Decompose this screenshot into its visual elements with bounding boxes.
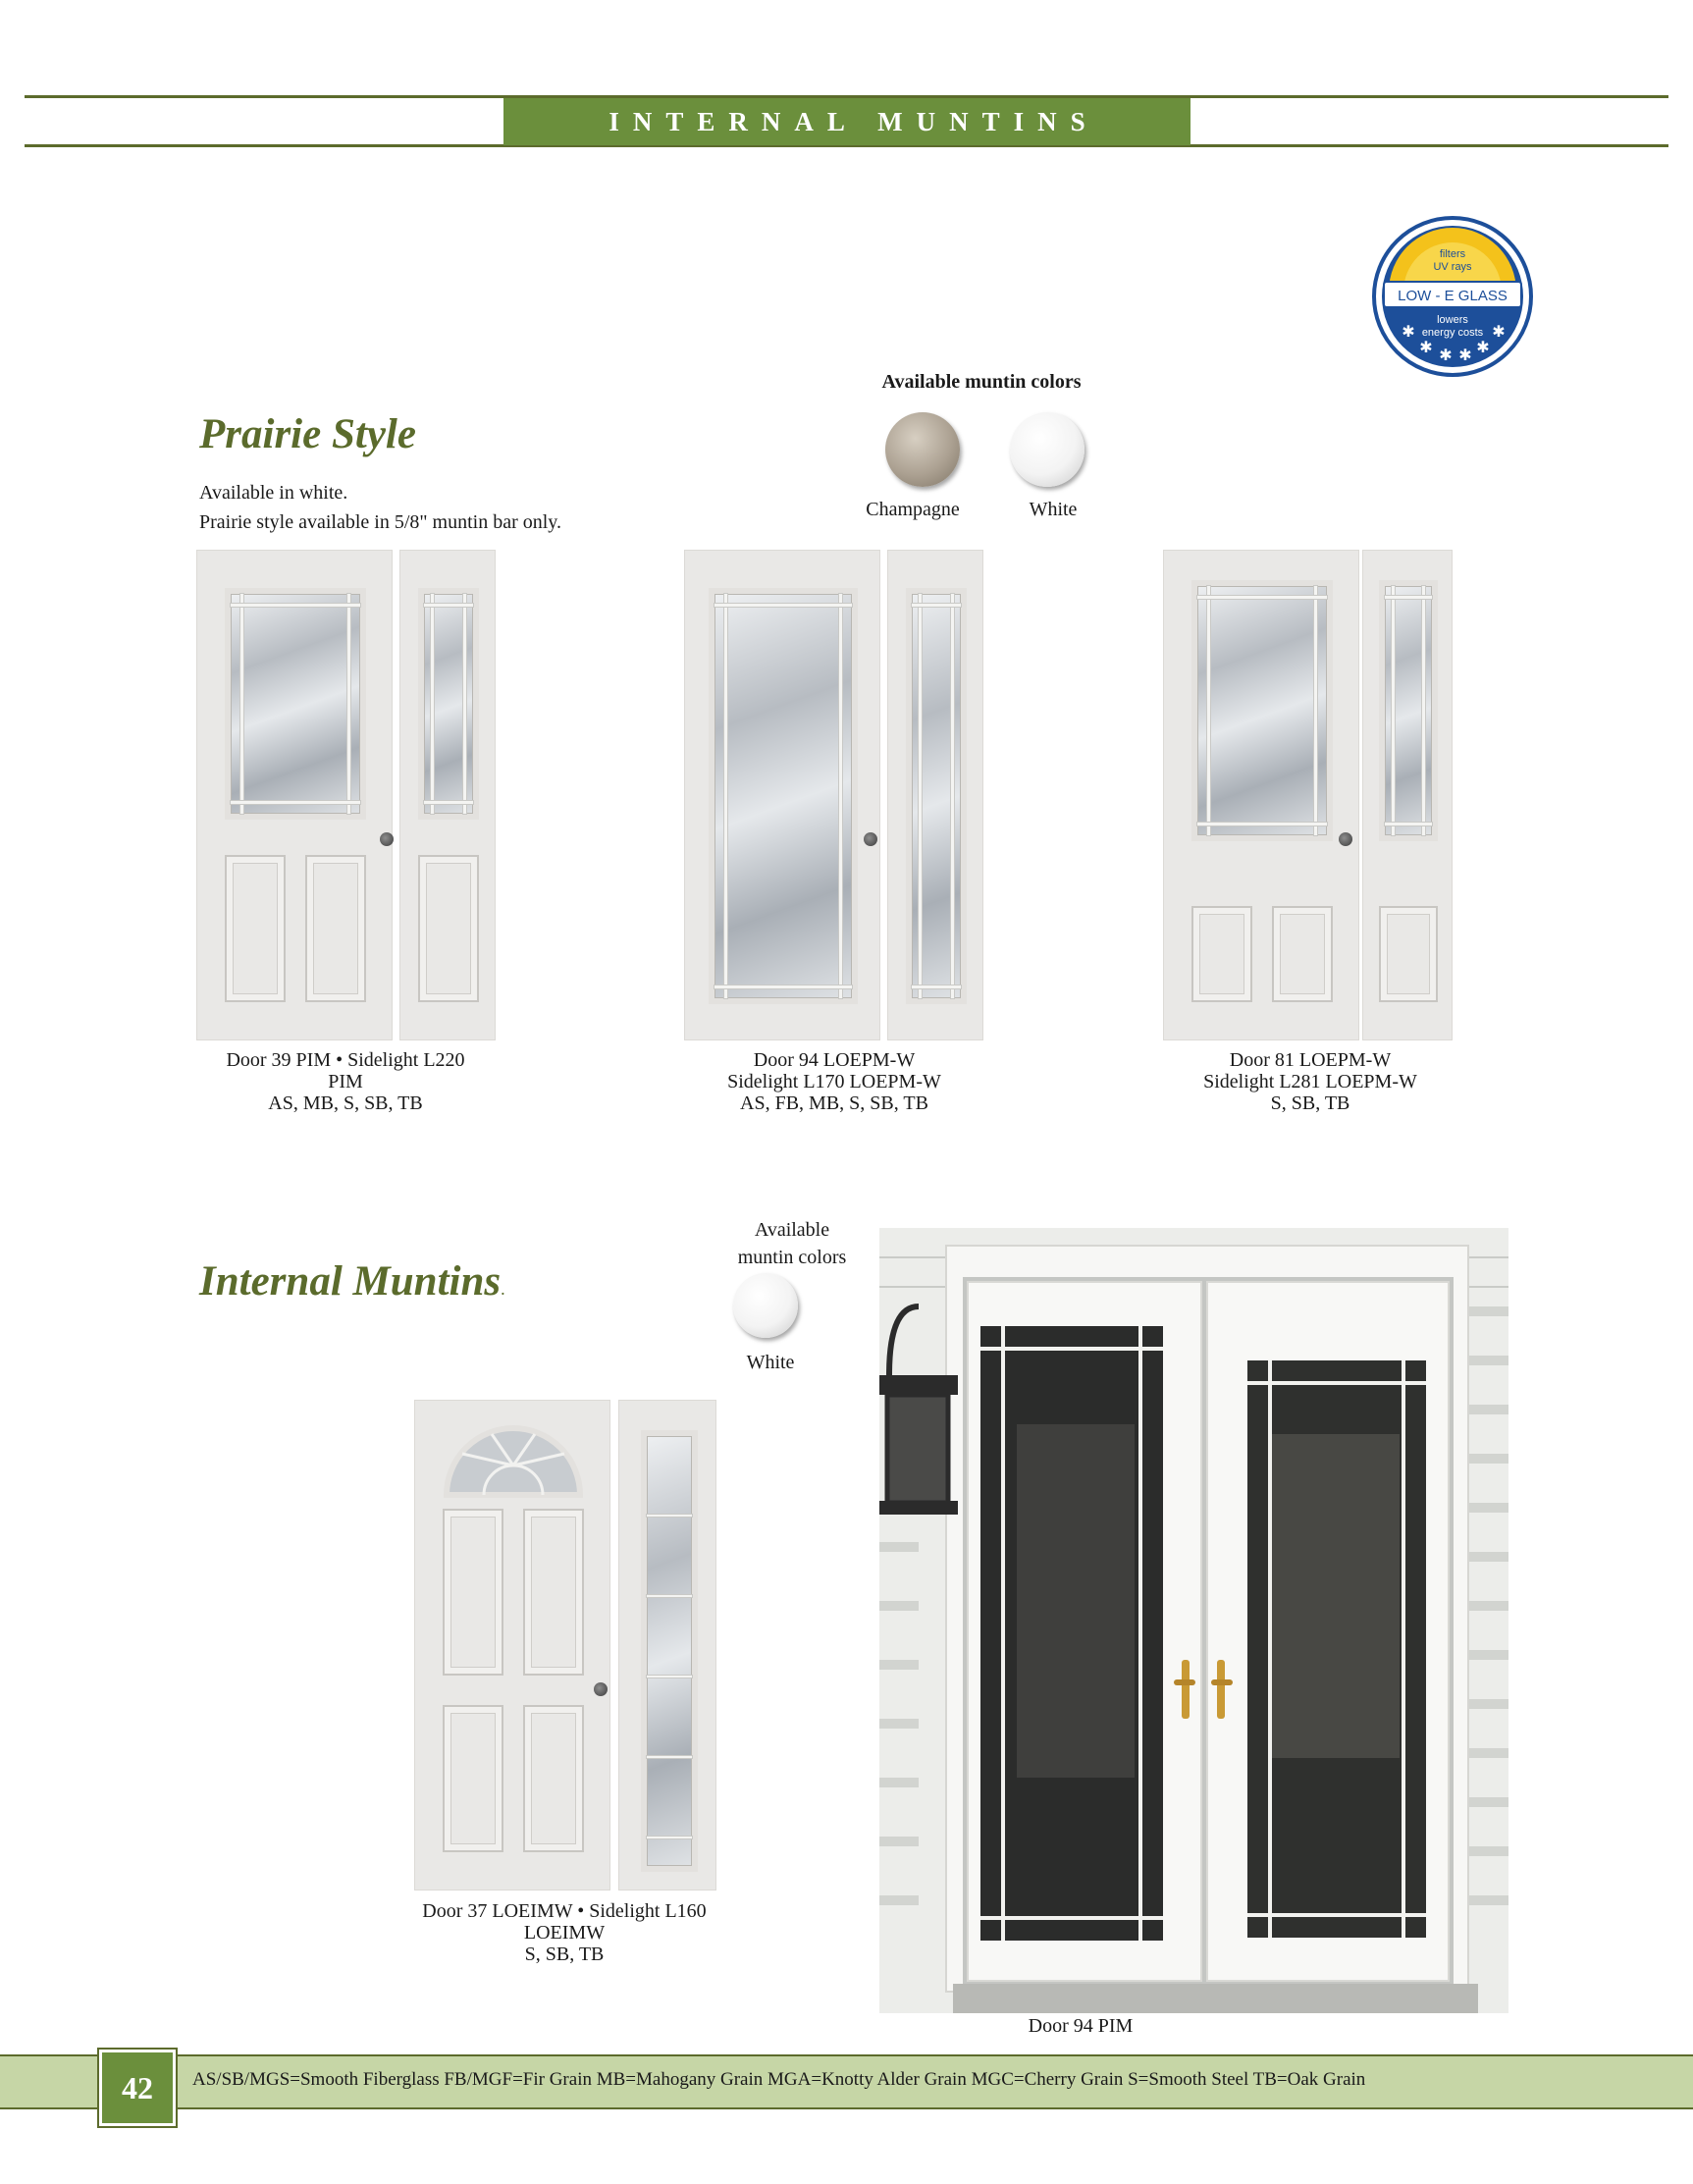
internal-muntins-heading-text: Internal Muntins (199, 1258, 502, 1305)
material-legend: AS/SB/MGS=Smooth Fiberglass FB/MGF=Fir Grain MB=Mahogany Grain MGA=Knotty Alder Grain MGC=Cherry Grain S=Smooth Steel TB=Oak Grain (192, 2069, 1366, 2090)
footer-rule-top (0, 2054, 1693, 2056)
door-39-caption (192, 1049, 499, 1114)
svg-text:✱: ✱ (1492, 322, 1506, 341)
internal-white-label: White (746, 1352, 795, 1373)
internal-colors-title (723, 1216, 861, 1271)
sidelight-l170-image (887, 550, 983, 1040)
door-37-image (414, 1400, 610, 1891)
door-94-caption-line3: AS, FB, MB, S, SB, TB (740, 1092, 928, 1114)
door-39-caption-line2: PIM (328, 1071, 363, 1092)
fan-lite-glass (443, 1424, 584, 1499)
prairie-style-heading: Prairie Style (199, 411, 416, 457)
prairie-note-white: Available in white. (199, 482, 348, 504)
section-title: INTERNAL MUNTINS (608, 106, 1099, 136)
section-header-band (503, 98, 1190, 145)
low-e-glass-badge (1369, 213, 1536, 380)
svg-text:✱: ✱ (1402, 322, 1415, 341)
door-94-caption (677, 1049, 991, 1114)
sidelight-l160-image (618, 1400, 716, 1891)
door-94-caption-line2: Sidelight L170 LOEPM-W (727, 1071, 941, 1092)
internal-muntins-heading (199, 1257, 505, 1305)
champagne-swatch (885, 412, 960, 487)
door-39-glass (225, 588, 366, 820)
sidelight-l220-image (399, 550, 496, 1040)
door-94-image (684, 550, 880, 1040)
door-81-caption (1153, 1049, 1467, 1114)
svg-text:✱: ✱ (1476, 338, 1490, 356)
svg-text:LOW - E GLASS: LOW - E GLASS (1398, 288, 1508, 304)
internal-white-swatch (733, 1273, 798, 1338)
door-81-caption-line1: Door 81 LOEPM-W (1229, 1049, 1392, 1071)
white-swatch (1010, 412, 1085, 487)
low-e-glass-seal-icon (1369, 213, 1536, 380)
door-94-caption-line1: Door 94 LOEPM-W (753, 1049, 916, 1071)
svg-text:✱: ✱ (1419, 338, 1433, 356)
page-number-box (99, 2050, 176, 2126)
heading-suffix-dot: . (501, 1279, 505, 1299)
svg-text:✱: ✱ (1439, 346, 1453, 364)
door-81-image (1163, 550, 1359, 1040)
door-39-caption-line3: AS, MB, S, SB, TB (268, 1092, 423, 1114)
footer-rule-bottom (0, 2107, 1693, 2109)
door-knob (380, 832, 394, 846)
svg-text:filters: filters (1439, 248, 1466, 260)
door-knob (864, 832, 877, 846)
door-37-caption (397, 1900, 731, 1965)
door-37-caption-line1: Door 37 LOEIMW • Sidelight L160 (422, 1900, 707, 1922)
muntin-colors-title: Available muntin colors (881, 371, 1082, 393)
svg-text:UV rays: UV rays (1433, 261, 1472, 273)
white-label: White (1029, 499, 1078, 520)
champagne-label: Champagne (866, 499, 960, 520)
door-39-caption-line1: Door 39 PIM • Sidelight L220 (226, 1049, 465, 1071)
internal-colors-title-line1: Available (754, 1219, 830, 1241)
door-knob (1339, 832, 1352, 846)
french-door-scene (879, 1228, 1508, 2013)
door-37-caption-line2: LOEIMW (523, 1922, 606, 1944)
svg-text:lowers: lowers (1437, 314, 1468, 326)
internal-colors-title-line2: muntin colors (737, 1247, 847, 1268)
page-number: 42 (122, 2069, 153, 2105)
svg-text:energy costs: energy costs (1421, 327, 1484, 339)
door-81-caption-line2: Sidelight L281 LOEPM-W (1203, 1071, 1417, 1092)
door-81-caption-line3: S, SB, TB (1270, 1092, 1350, 1114)
door-94-pim-photo (879, 1228, 1508, 2013)
door-37-caption-line3: S, SB, TB (524, 1944, 605, 1965)
svg-text:✱: ✱ (1458, 346, 1472, 364)
door-knob (594, 1682, 608, 1696)
prairie-note-bar-size: Prairie style available in 5/8" muntin bar only. (199, 511, 562, 533)
door-94-glass (709, 588, 858, 1004)
door-39-image (196, 550, 393, 1040)
door-81-glass (1191, 580, 1333, 841)
sidelight-l281-image (1362, 550, 1453, 1040)
door-94-pim-caption: Door 94 PIM (1028, 2015, 1134, 2037)
